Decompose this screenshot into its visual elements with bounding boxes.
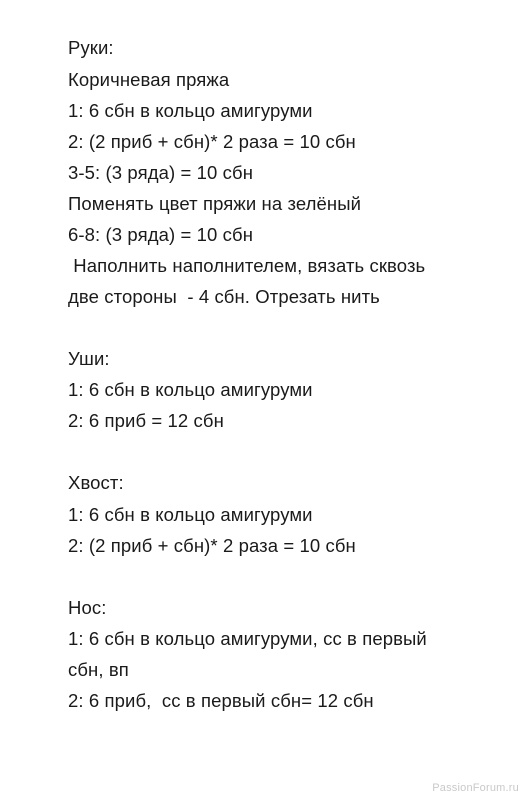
- instruction-line: Коричневая пряжа: [68, 69, 230, 90]
- instruction-line: Наполнить наполнителем, вязать сквозь: [68, 255, 426, 276]
- instruction-line: 1: 6 сбн в кольцо амигуруми, сс в первый: [68, 628, 427, 649]
- instruction-line: 6-8: (3 ряда) = 10 сбн: [68, 224, 254, 245]
- instruction-line: 2: (2 приб + сбн)* 2 раза = 10 сбн: [68, 131, 356, 152]
- instruction-line: две стороны - 4 сбн. Отрезать нить: [68, 286, 380, 307]
- instruction-line: 1: 6 сбн в кольцо амигуруми: [68, 504, 313, 525]
- instruction-line: 1: 6 сбн в кольцо амигуруми: [68, 100, 313, 121]
- section-title-ears: Уши:: [68, 348, 110, 369]
- instruction-line: 2: 6 приб, сс в первый сбн= 12 сбн: [68, 690, 374, 711]
- section-title-tail: Хвост:: [68, 472, 124, 493]
- section-title-arms: Руки:: [68, 37, 114, 58]
- section-title-nose: Нос:: [68, 597, 107, 618]
- instruction-line: сбн, вп: [68, 659, 129, 680]
- instruction-line: Поменять цвет пряжи на зелёный: [68, 193, 362, 214]
- instruction-line: 2: (2 приб + сбн)* 2 раза = 10 сбн: [68, 535, 356, 556]
- watermark-text: PassionForum.ru: [432, 782, 519, 794]
- instruction-line: 1: 6 сбн в кольцо амигуруми: [68, 379, 313, 400]
- instruction-line: 2: 6 приб = 12 сбн: [68, 410, 224, 431]
- instruction-line: 3-5: (3 ряда) = 10 сбн: [68, 162, 254, 183]
